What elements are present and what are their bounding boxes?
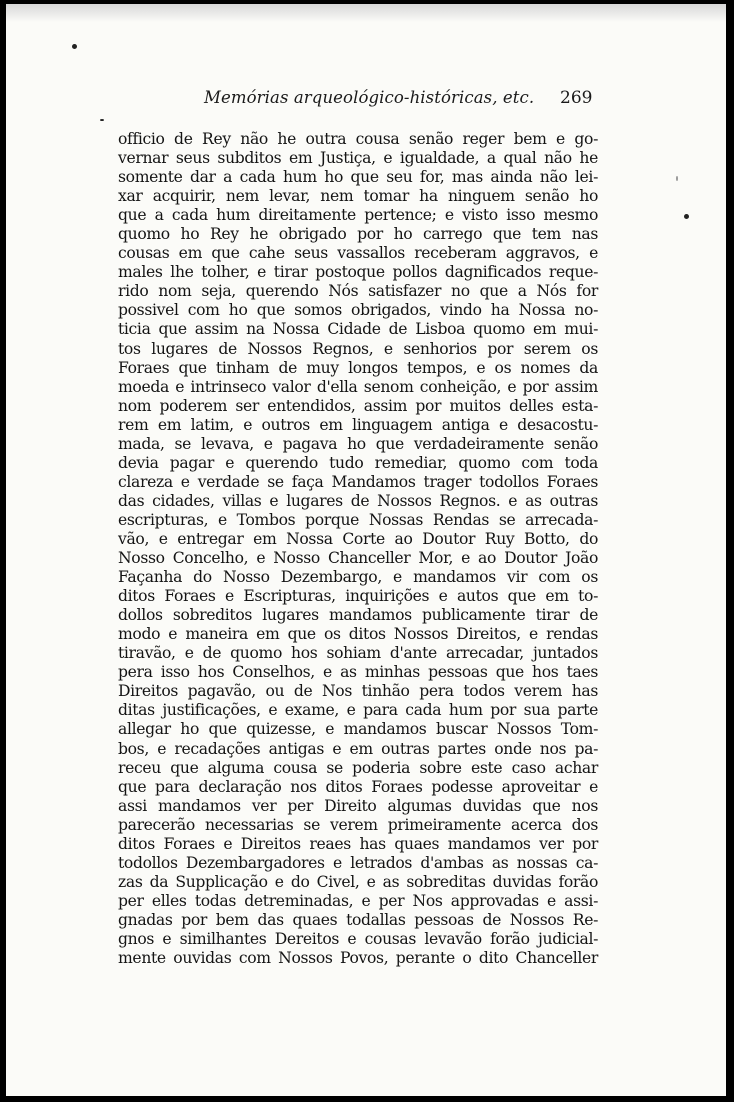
text-line: devia pagar e querendo tudo remediar, quomo com toda <box>118 453 598 472</box>
text-line: parecerão necessarias se verem primeiramente acerca dos <box>118 815 598 834</box>
text-line: clareza e verdade se faça Mandamos trager todollos Foraes <box>118 472 598 491</box>
text-line: rido nom seja, querendo Nós satisfazer no que a Nós for <box>118 282 598 301</box>
book-page <box>6 4 726 1096</box>
page-number: 269 <box>560 88 593 108</box>
text-line: possivel com ho que somos obrigados, vindo ha Nossa no- <box>118 301 598 320</box>
text-line: vernar seus subditos em Justiça, e igualdade, a qual não he <box>118 149 598 168</box>
ink-speck <box>676 176 678 181</box>
text-line: que para declaração nos ditos Foraes podesse aproveitar e <box>118 777 598 796</box>
text-line: ditas justificações, e exame, e para cada hum por sua parte <box>118 701 598 720</box>
body-text <box>118 130 598 968</box>
text-line: Foraes que tinham de muy longos tempos, e os nomes da <box>118 358 598 377</box>
text-line: zas da Supplicação e do Civel, e as sobreditas duvidas forão <box>118 872 598 891</box>
text-line: males lhe tolher, e tirar postoque pollos dagnificados reque- <box>118 263 598 282</box>
text-line: xar acquirir, nem levar, nem tomar ha ninguem senão ho <box>118 187 598 206</box>
text-line: escripturas, e Tombos porque Nossas Rendas se arrecada- <box>118 510 598 529</box>
text-line: gnadas por bem das quaes todallas pessoas de Nossos Re- <box>118 910 598 929</box>
running-title: Memórias arqueológico-históricas, etc. <box>204 88 535 107</box>
text-line: mente ouvidas com Nossos Povos, perante o dito Chanceller <box>118 949 598 968</box>
text-line: bos, e recadações antigas e em outras partes onde nos pa- <box>118 739 598 758</box>
page-header <box>6 88 726 114</box>
text-line: per elles todas detreminadas, e per Nos approvadas e assi- <box>118 891 598 910</box>
ink-speck <box>684 214 689 219</box>
text-line: somente dar a cada hum ho que seu for, mas ainda não lei- <box>118 168 598 187</box>
text-line: nom poderem ser entendidos, assim por muitos delles esta- <box>118 396 598 415</box>
text-line: gnos e similhantes Dereitos e cousas levavão forão judicial- <box>118 929 598 948</box>
page-top-shadow <box>6 4 726 22</box>
text-line: todollos Dezembargadores e letrados d'ambas as nossas ca- <box>118 853 598 872</box>
text-line: rem em latim, e outros em linguagem antiga e desacostu- <box>118 415 598 434</box>
text-line: das cidades, villas e lugares de Nossos Regnos. e as outras <box>118 491 598 510</box>
ink-speck <box>72 44 77 49</box>
text-line: vão, e entregar em Nossa Corte ao Doutor Ruy Botto, do <box>118 529 598 548</box>
text-line: receu que alguma cousa se poderia sobre este caso achar <box>118 758 598 777</box>
text-line: moeda e intrinseco valor d'ella senom conheição, e por assim <box>118 377 598 396</box>
text-line: assi mandamos ver per Direito algumas duvidas que nos <box>118 796 598 815</box>
text-line: dollos sobreditos lugares mandamos publicamente tirar de <box>118 606 598 625</box>
text-line: que a cada hum direitamente pertence; e visto isso mesmo <box>118 206 598 225</box>
text-line: Direitos pagavão, ou de Nos tinhão pera todos verem has <box>118 682 598 701</box>
text-line: Nosso Concelho, e Nosso Chanceller Mor, e ao Doutor João <box>118 549 598 568</box>
text-line: officio de Rey não he outra cousa senão reger bem e go- <box>118 130 598 148</box>
text-line: ditos Foraes e Direitos reaes has quaes mandamos ver por <box>118 834 598 853</box>
text-line: ticia que assim na Nossa Cidade de Lisboa quomo em mui- <box>118 320 598 339</box>
text-line: Façanha do Nosso Dezembargo, e mandamos vir com os <box>118 568 598 587</box>
text-line: tiravão, e de quomo hos sohiam d'ante arrecadar, juntados <box>118 644 598 663</box>
text-line: cousas em que cahe seus vassallos receberam aggravos, e <box>118 244 598 263</box>
text-line: ditos Foraes e Escripturas, inquirições e autos que em to- <box>118 587 598 606</box>
text-line: tos lugares de Nossos Regnos, e senhorios por serem os <box>118 339 598 358</box>
text-line: modo e maneira em que os ditos Nossos Direitos, e rendas <box>118 625 598 644</box>
text-line: mada, se levava, e pagava ho que verdadeiramente senão <box>118 434 598 453</box>
text-line: allegar ho que quizesse, e mandamos buscar Nossos Tom- <box>118 720 598 739</box>
text-line: quomo ho Rey he obrigado por ho carrego que tem nas <box>118 225 598 244</box>
text-line: pera isso hos Conselhos, e as minhas pessoas que hos taes <box>118 663 598 682</box>
ink-speck <box>100 119 104 121</box>
